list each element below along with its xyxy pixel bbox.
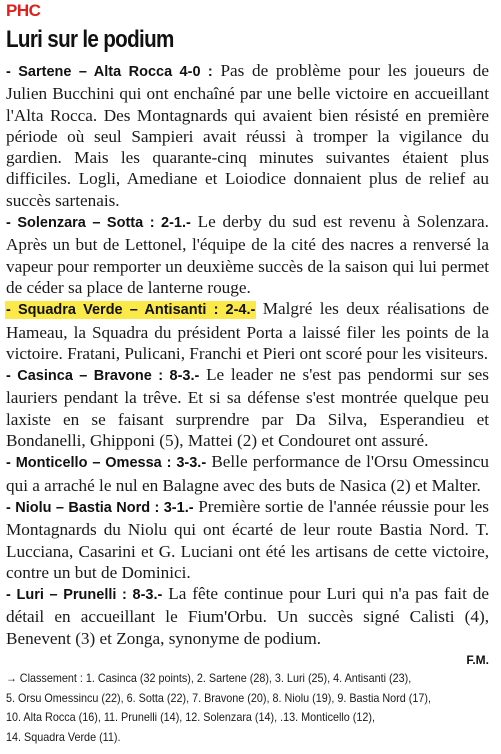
standings-box (6, 669, 446, 747)
standings-line: 10. Alta Rocca (16), 11. Prunelli (14), 12. Solenzara (14), .13. Monticello (12), (6, 710, 375, 725)
standings-line: 14. Squadra Verde (11). (6, 729, 121, 744)
match-text: Le derby du sud est revenu à Solenzara. Après un but de Lettonel, l'équipe de la cité des nacres a renversé la vapeur pour remporter un deuxième succès de la saison qui lui permet de céder sa place de lanterne rouge. (6, 212, 489, 297)
match-lead: - Luri – Prunelli : 8-3.- (6, 587, 163, 604)
article-body (6, 60, 489, 649)
match-lead: - Sartene – Alta Rocca 4-0 : (6, 64, 213, 80)
match-lead: - Niolu – Bastia Nord : 3-1.- (6, 499, 194, 516)
match-lead: - Monticello – Omessa : 3-3.- (6, 455, 207, 472)
match-text: Malgré les deux réalisations de Hameau, la Squadra du président Porta a laissé filer les points de la victoire. Fratani, Pulicani, Franchi et Pieri ont scoré pour les visiteurs. (6, 299, 489, 363)
article-headline: Luri sur le podium (6, 26, 174, 53)
arrow-icon: → (6, 671, 17, 685)
match-paragraph (6, 496, 489, 583)
match-lead: - Solenzara – Sotta : 2-1.- (6, 215, 191, 232)
match-text: Pas de problème pour les joueurs de Julien Bucchini qui ont enchaîné par une belle victoire en accueillant l'Alta Rocca. Des Montagnards qui avaient bien résisté en première période où seul Sampieri avait réussi à tromper la vigilance du gardien. Mais les quarante-cinq minutes suivantes étaient plus difficiles. Logli, Amediane et Loiodice donnaient plus de relief au succès sartenais. (6, 61, 489, 210)
standings-line (6, 669, 446, 689)
author-signature: F.M. (466, 653, 489, 667)
match-text: Belle performance de l'Orsu Omessincu qui a arraché le nul en Balagne avec des buts de Nasica (2) et Malter. (6, 452, 489, 495)
match-text: La fête continue pour Luri qui n'a pas fait de détail en accueillant le Fium'Orbu. Un succès signé Calisti (4), Benevent (3) et Zonga, synonyme de podium. (6, 584, 489, 648)
match-text: Première sortie de l'année réussie pour les Montagnards du Niolu qui ont écarté de leur route Bastia Nord. T. Lucciana, Casarini et G. Luciani ont été les artisans de cette victoire, contre un but de Dominici. (6, 496, 489, 582)
match-paragraph (6, 298, 489, 364)
match-paragraph (6, 364, 489, 451)
match-lead: - Casinca – Bravone : 8-3.- (6, 368, 200, 385)
highlighted-match-lead: - Squadra Verde – Antisanti : 2-4.- (6, 302, 256, 319)
standings-text: Classement : 1. Casinca (32 points), 2. Sartene (28), 3. Luri (25), 4. Antisanti (23), (19, 671, 412, 685)
section-kicker: PHC (6, 1, 41, 20)
match-text: Le leader ne s'est pas pendormi sur ses lauriers pendant la trêve. Et si sa défense s'est montrée quelque peu laxiste en se faisant surprendre par Da Silva, Esperandieu et Bondanelli, Ghipponi (5), Mattei (2) et Condouret ont assuré. (6, 365, 489, 451)
match-paragraph (6, 583, 489, 649)
standings-line: 5. Orsu Omessincu (22), 6. Sotta (22), 7. Bravone (20), 8. Niolu (19), 9. Bastia Nord (17), (6, 690, 431, 705)
match-paragraph (6, 451, 489, 496)
match-paragraph (6, 211, 489, 298)
match-paragraph (6, 60, 489, 211)
